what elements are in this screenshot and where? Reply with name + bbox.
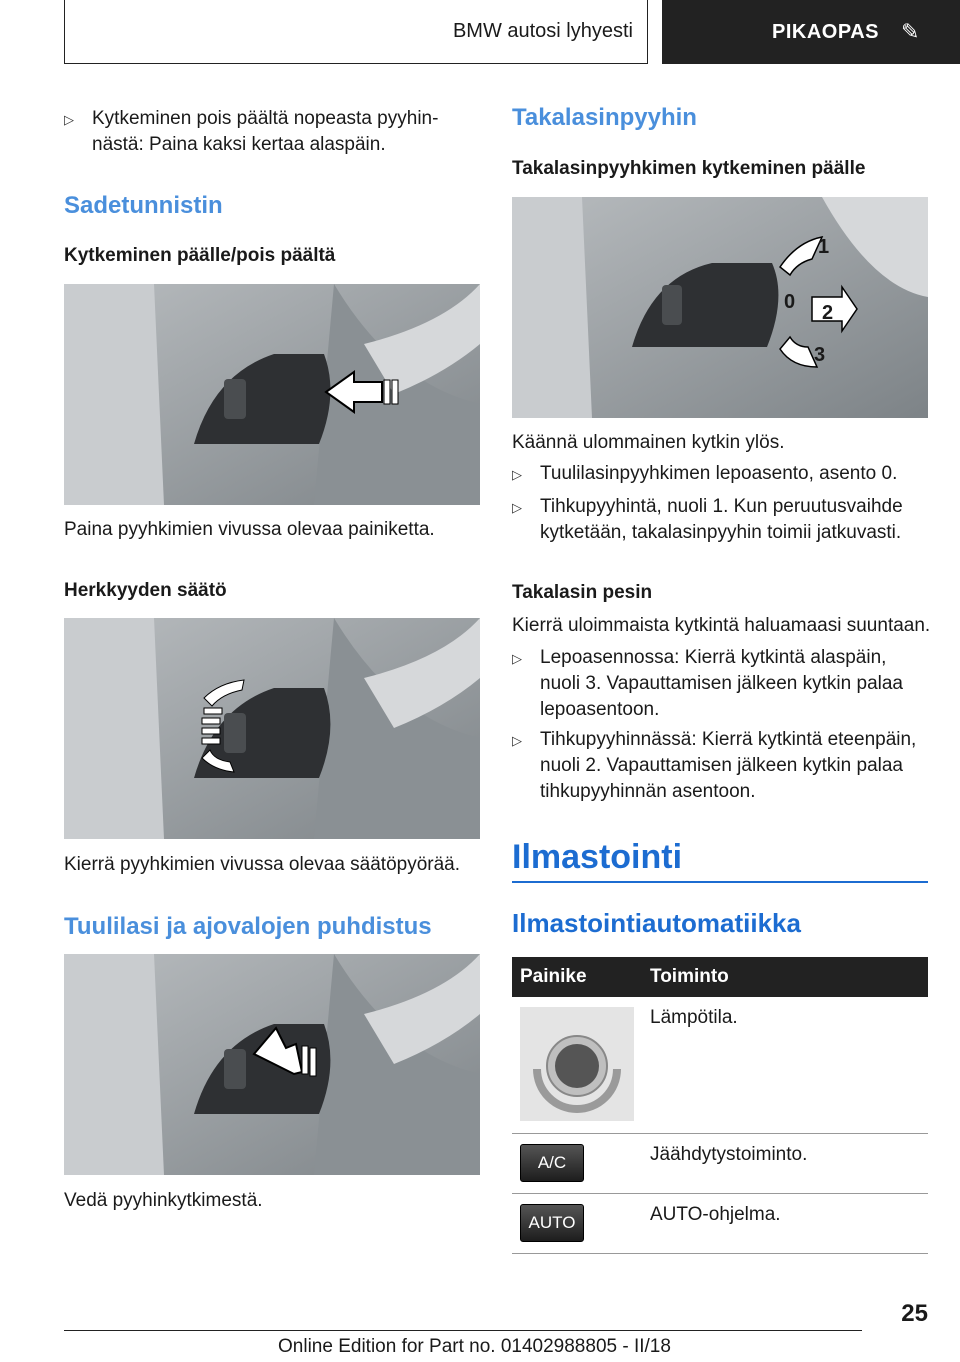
subheading-on-off: Kytkeminen päälle/pois päältä: [64, 245, 336, 266]
bullet-item: ▷ Tihkupyyhintä, nuoli 1. Kun peruutusvaihde kytketään, takalasinpyyhin toimii jatkuvasti.: [512, 494, 912, 546]
bullet-item: ▷ Tuulilasinpyyhkimen lepoasento, asento 0.: [512, 461, 928, 488]
col-header-function: Toiminto: [642, 957, 928, 997]
col-header-button: Painike: [512, 957, 642, 997]
auto-button-icon: AUTO: [520, 1204, 584, 1242]
wiper-stalk-photo-wheel: [64, 618, 480, 839]
subheading-rear-wiper-on: Takalasinpyyhkimen kytkeminen päälle: [512, 158, 866, 179]
image-label-3: 3: [814, 344, 826, 366]
wiper-stalk-photo-pull: [64, 954, 480, 1175]
subheading-sensitivity: Herkkyyden säätö: [64, 580, 227, 601]
turn-instruction: Käännä ulommainen kytkin ylös.: [512, 432, 785, 453]
table-row: [512, 1193, 928, 1253]
table-cell-desc: Jäähdytystoiminto.: [642, 1133, 928, 1193]
pin-icon: ✎: [900, 19, 920, 44]
image-label-2: 2: [822, 302, 834, 324]
caption-photo-3: Vedä pyyhinkytkimestä.: [64, 1190, 263, 1211]
triangle-bullet-icon: ▷: [512, 733, 522, 748]
table-cell-desc: AUTO-ohjelma.: [642, 1193, 928, 1253]
bullet-item: ▷ Lepoasennossa: Kierrä kytkintä alaspäin, nuoli 3. Vapauttamisen jälkeen kytkin palaa lepoasentoon.: [512, 645, 912, 723]
bullet-item: ▷ Kytkeminen pois päältä nopeasta pyyhinnästä: Paina kaksi kertaa alaspäin.: [64, 106, 480, 158]
climate-table: [512, 957, 928, 1254]
header-chapter-tab[interactable]: [662, 0, 960, 64]
heading-auto-climate: Ilmastointiautomatiikka: [512, 908, 801, 938]
triangle-bullet-icon: ▷: [512, 651, 522, 666]
heading-climate: Ilmastointi: [512, 838, 683, 876]
bullet-item: ▷ Tihkupyyhinnässä: Kierrä kytkintä eteenpäin, nuoli 2. Vapauttamisen jälkeen kytkin palaa tihkupyyhinnän asentoon.: [512, 727, 922, 805]
table-row: [512, 997, 928, 1133]
heading-rain-sensor: Sadetunnistin: [64, 192, 223, 219]
triangle-bullet-icon: ▷: [64, 112, 74, 127]
table-row: [512, 1133, 928, 1193]
header-section-label: BMW autosi lyhyesti: [452, 20, 633, 42]
triangle-bullet-icon: ▷: [512, 500, 522, 515]
table-cell-desc: Lämpötila.: [642, 997, 928, 1133]
washer-text: Kierrä uloimmaista kytkintä haluamaasi suuntaan.: [512, 615, 931, 636]
heading-washer: Tuulilasi ja ajovalojen puhdistus: [64, 913, 432, 940]
footer-rule: [64, 1330, 862, 1331]
page-number: 25: [901, 1300, 928, 1327]
temperature-knob-icon: [520, 1007, 634, 1121]
heading-rear-wiper: Takalasinpyyhin: [512, 104, 697, 131]
image-label-1: 1: [818, 236, 830, 258]
caption-photo-2: Kierrä pyyhkimien vivussa olevaa säätöpyörää.: [64, 854, 461, 875]
image-label-0: 0: [784, 291, 796, 313]
footer-edition: Online Edition for Part no. 01402988805 - II/18: [278, 1336, 671, 1357]
wiper-stalk-photo-button: [64, 284, 480, 505]
caption-photo-1: Paina pyyhkimien vivussa olevaa painiketta.: [64, 519, 435, 540]
header-section: [64, 0, 648, 64]
rear-wiper-photo: [512, 197, 928, 418]
header-chapter-label: PIKAOPAS: [772, 20, 879, 43]
ac-button-icon: A/C: [520, 1144, 584, 1182]
subheading-rear-washer: Takalasin pesin: [512, 582, 653, 603]
triangle-bullet-icon: ▷: [512, 467, 522, 482]
heading-rule: [512, 881, 928, 883]
